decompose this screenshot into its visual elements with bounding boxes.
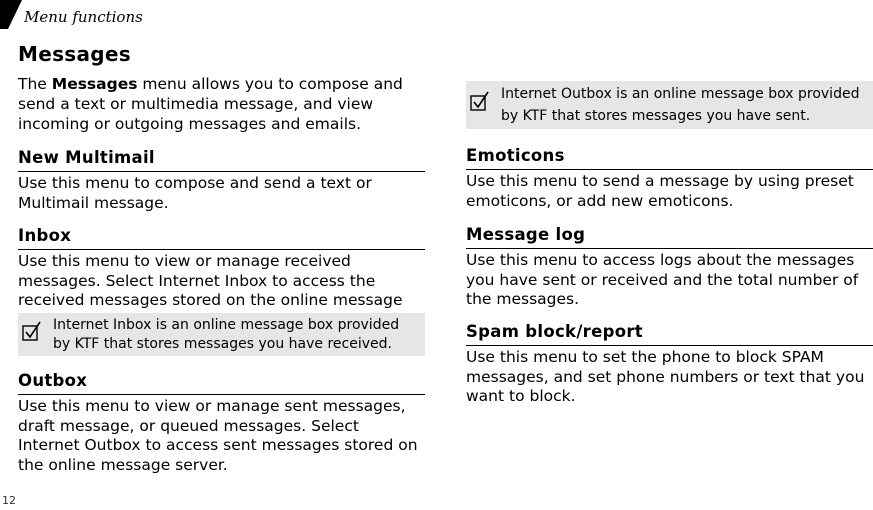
intro-text-after: menu allows you to compose and send a text or multimedia message, and view incoming or outgoing messages and emails. [18,75,403,133]
section-emoticons [466,146,873,211]
section-spam-block [466,322,873,407]
note-inbox [18,313,425,356]
note-text-inbox: Internet Inbox is an online message box provided by KTF that stores messages you have received. [53,317,400,352]
intro-text-before: The [18,75,52,93]
note-text-outbox: Internet Outbox is an online message box provided by KTF that stores messages you have sent. [501,86,860,124]
header-section-title: Menu functions [24,8,143,26]
intro-bold-term: Messages [51,75,138,93]
section-outbox [18,371,425,475]
section-title-emoticons: Emoticons [466,146,873,170]
header-bar [0,0,22,29]
page-number: 12 [2,494,16,507]
note-outbox [466,81,873,129]
intro-paragraph [18,74,428,134]
section-message-log [466,225,873,310]
section-new-multimail [18,148,425,213]
section-body-outbox: Use this menu to view or manage sent messages, draft message, or queued messages. Select Internet Outbox to access sent messages stored on the online message server. [18,397,418,474]
checkbox-note-icon [22,321,42,341]
section-title-new-multimail: New Multimail [18,148,425,172]
section-title-message-log: Message log [466,225,873,249]
page-header [0,0,300,30]
section-body-inbox: Use this menu to view or manage received messages. Select Internet Inbox to access the received messages stored on the online message [18,252,403,309]
checkbox-note-icon [470,91,490,111]
section-title-spam-block: Spam block/report [466,322,873,346]
section-body-new-multimail: Use this menu to compose and send a text or Multimail message. [18,174,372,212]
section-body-spam-block: Use this menu to set the phone to block SPAM messages, and set phone numbers or text that you want to block. [466,348,865,405]
section-body-message-log: Use this menu to access logs about the messages you have sent or received and the total number of the messages. [466,251,859,308]
section-title-inbox: Inbox [18,226,425,250]
section-title-outbox: Outbox [18,371,425,395]
page-title: Messages [18,42,131,66]
section-body-emoticons: Use this menu to send a message by using preset emoticons, or add new emoticons. [466,172,854,210]
